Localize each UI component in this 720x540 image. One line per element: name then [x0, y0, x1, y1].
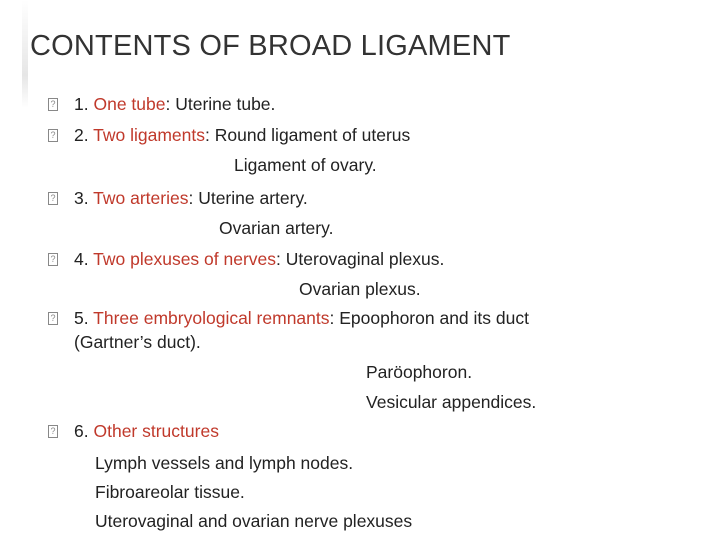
- bullet-icon: ?: [48, 312, 58, 325]
- item-continuation: Uterovaginal and ovarian nerve plexuses: [95, 511, 413, 531]
- list-item-3: [74, 187, 308, 209]
- item-continuation: Fibroareolar tissue.: [95, 482, 245, 502]
- item-number: 6.: [74, 421, 89, 441]
- list-item-1: [74, 93, 275, 115]
- item-number: 2.: [74, 125, 89, 145]
- item-text: : Uterovaginal plexus.: [276, 249, 445, 269]
- item-text: : Uterine tube.: [165, 94, 276, 114]
- item-heading: Two plexuses of nerves: [93, 249, 277, 269]
- item-number: 1.: [74, 94, 89, 114]
- item-text: : Epoophoron and its duct: [329, 308, 529, 328]
- item-continuation: Paröophoron.: [366, 362, 473, 382]
- list-item-5: [74, 307, 529, 329]
- slide-title: CONTENTS OF BROAD LIGAMENT: [30, 30, 511, 62]
- item-continuation: Ovarian plexus.: [299, 279, 421, 299]
- bullet-icon: ?: [48, 192, 58, 205]
- bullet-icon: ?: [48, 129, 58, 142]
- item-heading: Other structures: [93, 421, 219, 441]
- list-item-4: [74, 248, 444, 270]
- bullet-icon: ?: [48, 98, 58, 111]
- item-heading: Two arteries: [93, 188, 189, 208]
- item-text: : Uterine artery.: [188, 188, 308, 208]
- item-heading: Two ligaments: [93, 125, 206, 145]
- accent-bar: [22, 0, 28, 108]
- item-continuation: Lymph vessels and lymph nodes.: [95, 453, 354, 473]
- item-continuation: Vesicular appendices.: [366, 392, 537, 412]
- bullet-icon: ?: [48, 253, 58, 266]
- list-item-2: [74, 124, 410, 146]
- item-continuation: Ligament of ovary.: [234, 155, 377, 175]
- bullet-icon: ?: [48, 425, 58, 438]
- list-item-6: [74, 420, 219, 442]
- item-number: 5.: [74, 308, 89, 328]
- item-text: : Round ligament of uterus: [205, 125, 411, 145]
- item-continuation: Ovarian artery.: [219, 218, 334, 238]
- item-number: 4.: [74, 249, 89, 269]
- item-heading: Three embryological remnants: [93, 308, 330, 328]
- item-heading: One tube: [93, 94, 166, 114]
- item-wrap-text: (Gartner’s duct).: [74, 332, 201, 352]
- item-number: 3.: [74, 188, 89, 208]
